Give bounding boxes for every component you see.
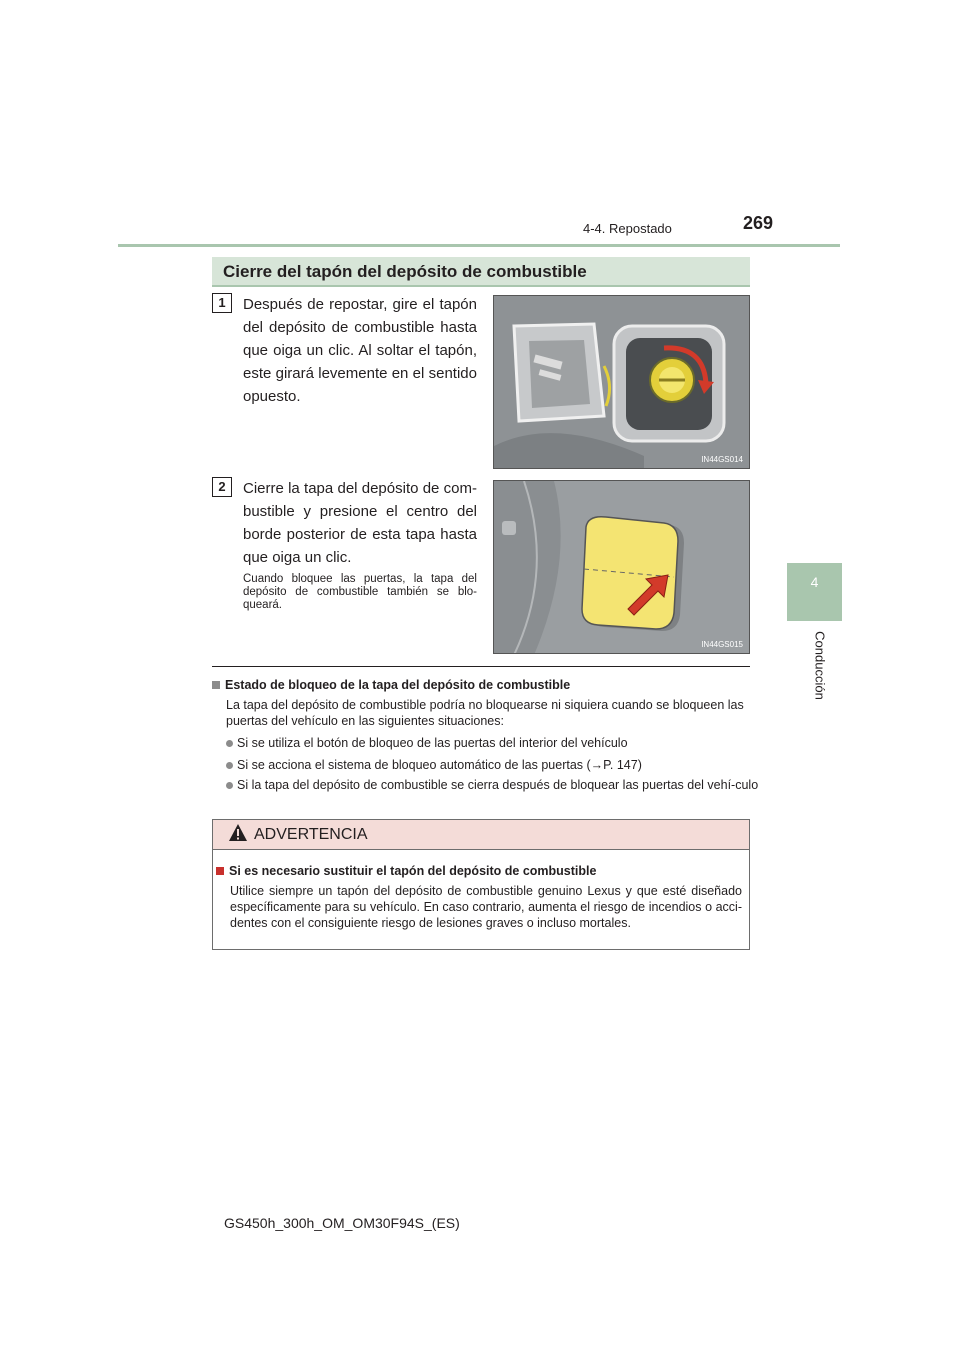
fuel-cap-figure [493, 295, 750, 469]
fuel-cap-illustration [494, 296, 750, 469]
step-1-text: Después de repostar, gire el tapón del depósito de combustible hasta que oiga un clic. Al soltar el tapón, este girará levemente en el sentido opuesto. [243, 296, 477, 405]
info-bullet [226, 777, 762, 793]
header-rule [118, 244, 840, 247]
section-divider [212, 666, 750, 667]
info-bullet-text: Si se acciona el sistema de bloqueo automático de las puertas (→P. 147) [237, 758, 642, 772]
fuel-door-illustration [494, 481, 750, 654]
warning-heading-text: Si es necesario sustituir el tapón del depósito de combustible [229, 864, 597, 878]
info-heading-text: Estado de bloqueo de la tapa del depósito de combustible [225, 678, 571, 692]
bullet-icon [226, 782, 233, 789]
fuel-door-figure [493, 480, 750, 654]
section-title-bar [212, 257, 750, 287]
figure-code: IN44GS014 [701, 455, 743, 464]
chapter-tab [787, 563, 842, 621]
bullet-icon [226, 740, 233, 747]
section-reference: 4-4. Repostado [583, 221, 672, 236]
square-bullet-icon [212, 681, 220, 689]
info-heading [212, 678, 752, 692]
info-bullet [226, 735, 750, 751]
chapter-label: Conducción [812, 631, 828, 700]
info-bullet-text: Si se utiliza el botón de bloqueo de las puertas del interior del vehículo [237, 736, 628, 750]
info-intro: La tapa del depósito de combustible podría no bloquearse ni siquiera cuando se bloqueen las puertas del vehículo en las siguientes situaciones: [226, 698, 744, 728]
warning-triangle-icon [228, 823, 248, 843]
square-bullet-icon [216, 867, 224, 875]
section-title: Cierre del tapón del depósito de combustible [223, 262, 587, 281]
info-bullet [226, 757, 750, 773]
step-badge-1: 1 [212, 293, 232, 313]
step-2-note: Cuando bloquee las puertas, la tapa del depósito de combustible también se blo-queará. [243, 573, 477, 611]
warning-heading [216, 864, 746, 878]
chapter-number: 4 [810, 574, 819, 590]
document-id: GS450h_300h_OM_OM30F94S_(ES) [224, 1215, 460, 1231]
warning-text: Utilice siempre un tapón del depósito de combustible genuino Lexus y que esté diseñado específicamente para su vehículo. En caso contrario, aumenta el riesgo de incendios o acci-dentes con el consiguiente riesgo de lesiones graves o incluso mortales. [230, 884, 742, 930]
warning-title: ADVERTENCIA [254, 826, 368, 843]
page-number: 269 [743, 213, 774, 233]
bullet-icon [226, 762, 233, 769]
step-2-text: Cierre la tapa del depósito de com-bustible y presione el centro del borde posterior de esta tapa hasta que oiga un clic. [243, 480, 477, 566]
step-badge-2: 2 [212, 477, 232, 497]
figure-code: IN44GS015 [701, 640, 743, 649]
info-bullet-text: Si la tapa del depósito de combustible se cierra después de bloquear las puertas del vehí-culo [237, 778, 759, 792]
